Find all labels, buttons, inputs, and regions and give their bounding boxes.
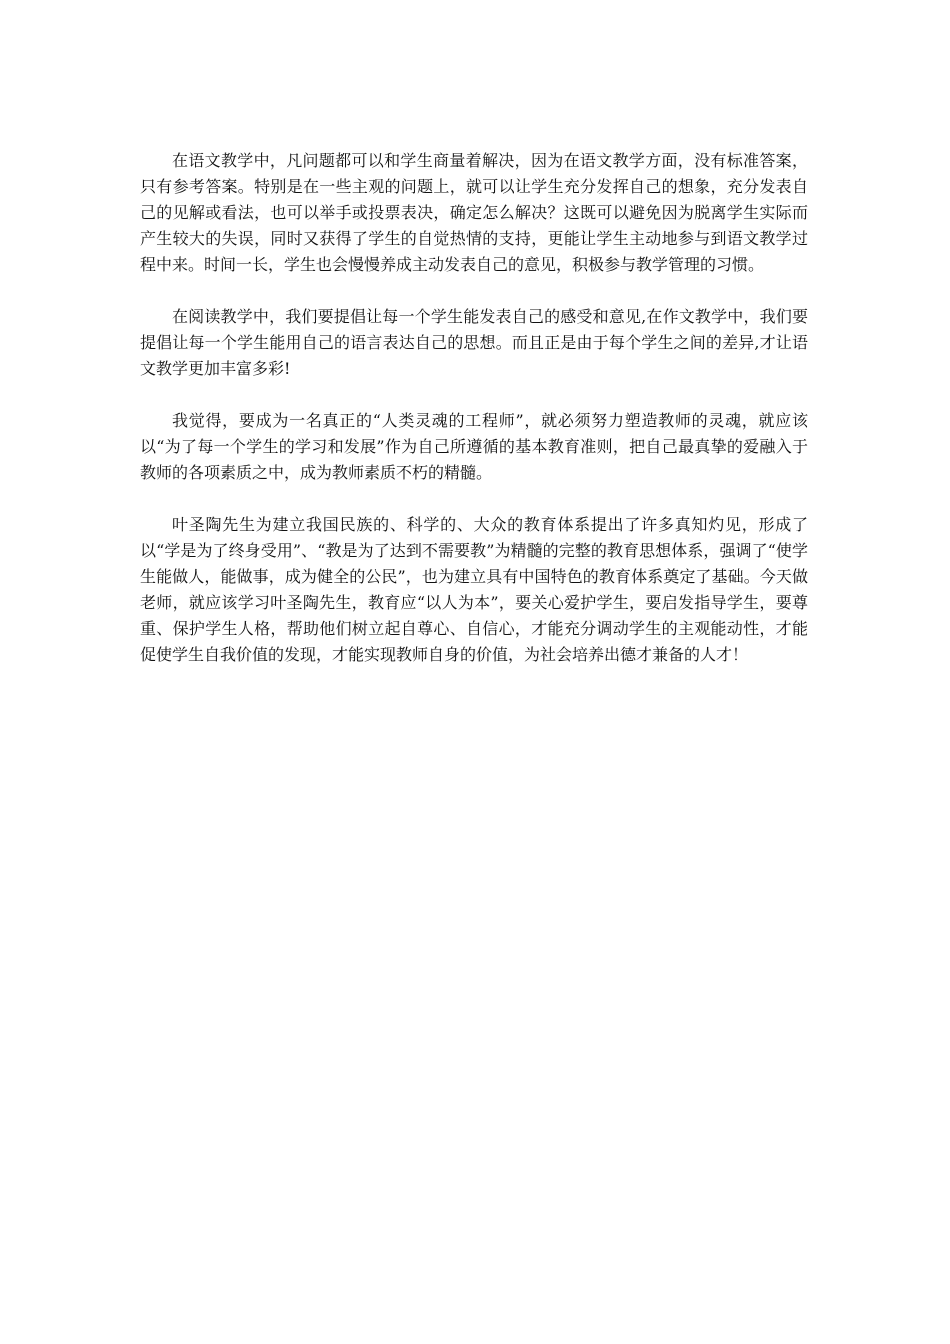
paragraph-3: 我觉得，要成为一名真正的“人类灵魂的工程师”，就必须努力塑造教师的灵魂，就应该以“为了每一个学生的学习和发展”作为自己所遵循的基本教育准则，把自己最真挚的爱融入于教师的各项素质之中，成为教师素质不朽的精髓。 xyxy=(140,411,808,482)
paragraph-2: 在阅读教学中，我们要提倡让每一个学生能发表自己的感受和意见,在作文教学中，我们要提倡让每一个学生能用自己的语言表达自己的思想。而且正是由于每个学生之间的差异,才让语文教学更加丰富多彩! xyxy=(140,307,808,378)
paragraph-1: 在语文教学中，凡问题都可以和学生商量着解决，因为在语文教学方面，没有标准答案，只有参考答案。特别是在一些主观的问题上，就可以让学生充分发挥自己的想象，充分发表自己的见解或看法，也可以举手或投票表决，确定怎么解决？这既可以避免因为脱离学生实际而产生较大的失误，同时又获得了学生的自觉热情的支持，更能让学生主动地参与到语文教学过程中来。时间一长，学生也会慢慢养成主动发表自己的意见，积极参与教学管理的习惯。 xyxy=(140,151,808,274)
paragraph-4: 叶圣陶先生为建立我国民族的、科学的、大众的教育体系提出了许多真知灼见，形成了以“学是为了终身受用”、“教是为了达到不需要教”为精髓的完整的教育思想体系，强调了“使学生能做人，能做事，成为健全的公民”，也为建立具有中国特色的教育体系奠定了基础。今天做老师，就应该学习叶圣陶先生，教育应“以人为本”，要关心爱护学生，要启发指导学生，要尊重、保护学生人格，帮助他们树立起自尊心、自信心，才能充分调动学生的主观能动性，才能促使学生自我价值的发现，才能实现教师自身的价值，为社会培养出德才兼备的人才！ xyxy=(140,515,808,664)
document-body xyxy=(140,148,808,694)
